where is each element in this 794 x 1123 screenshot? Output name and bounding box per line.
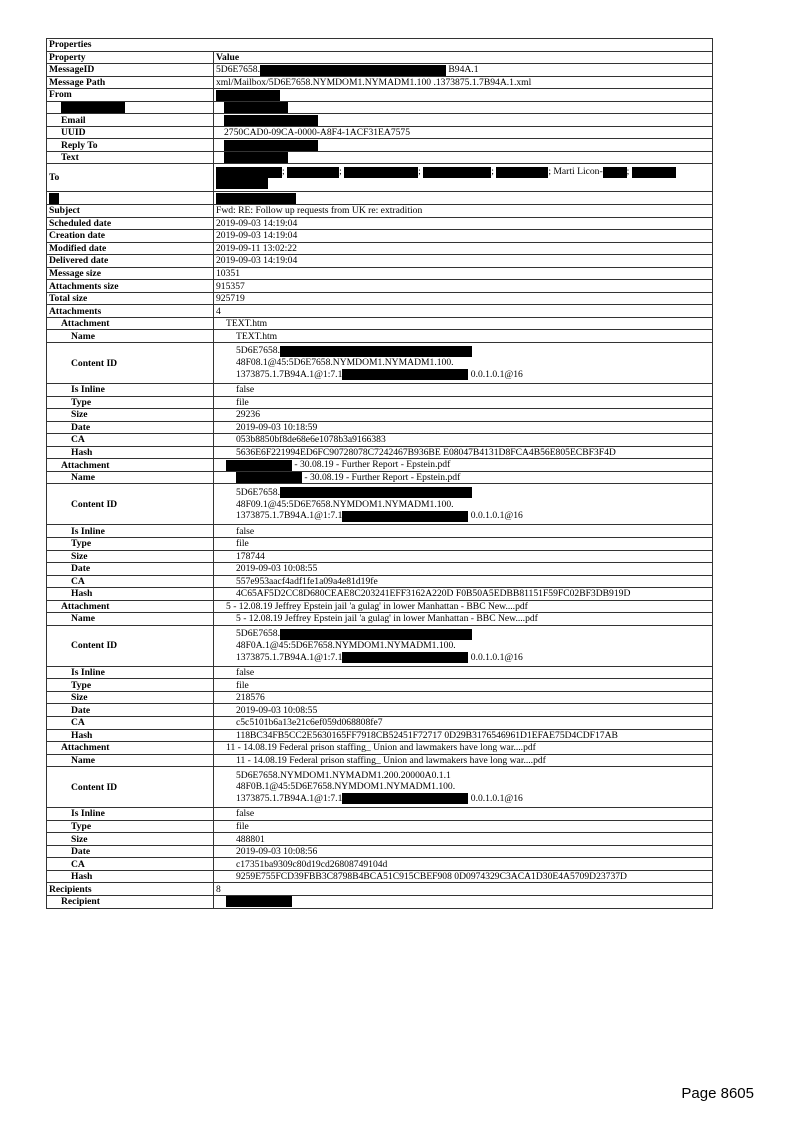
recipients-count: 8 [214,883,713,896]
size-value: 178744 [214,550,713,563]
message-id-label: MessageID [47,64,214,77]
content-id-line3-end: 0.0.1.0.1@16 [470,651,523,663]
content-id-line3-end: 0.0.1.0.1@16 [470,510,523,522]
is-inline-label: Is Inline [47,384,214,397]
size-label: Size [47,550,214,563]
name-label: Name [47,613,214,626]
redaction [226,460,292,471]
content-id-label: Content ID [47,625,214,666]
ca-label: CA [47,575,214,588]
scheduled-date-value: 2019-09-03 14:19:04 [214,217,713,230]
attachment-name [214,471,713,484]
type-value: file [214,820,713,833]
content-id-label: Content ID [47,767,214,808]
is-inline-label: Is Inline [47,808,214,821]
content-id-line3-end: 0.0.1.0.1@16 [470,793,523,804]
content-id-line1: 5D6E7658. [236,628,280,640]
content-id-line3-end: 0.0.1.0.1@16 [470,368,523,380]
attachment-title: 5 - 12.08.19 Jeffrey Epstein jail 'a gulag' in lower Manhattan - BBC New....pdf [214,600,713,613]
hash-label: Hash [47,446,214,459]
scheduled-date-label: Scheduled date [47,217,214,230]
redaction [224,102,288,113]
type-value: file [214,679,713,692]
content-id-value [214,625,713,666]
redaction [280,487,472,498]
message-size-value: 10351 [214,267,713,280]
size-value: 488801 [214,833,713,846]
uuid-label: UUID [47,126,214,139]
redaction [49,193,59,204]
type-label: Type [47,537,214,550]
subject-value: Fwd: RE: Follow up requests from UK re: extradition [214,205,713,218]
date-label: Date [47,563,214,576]
redaction [260,65,446,76]
content-id-line3: 1373875.1.7B94A.1@1:7.1 [236,651,343,663]
content-id-label: Content ID [47,484,214,525]
uuid-value: 2750CAD0-09CA-0000-A8F4-1ACF31EA7575 [214,126,713,139]
date-value: 2019-09-03 10:08:56 [214,845,713,858]
attachment-title [214,459,713,472]
content-id-line1: 5D6E7658. [236,486,280,498]
to-label: To [47,164,214,192]
content-id-line2: 48F08.1@45:5D6E7658.NYMDOM1.NYMADM1.100. [236,357,454,369]
email-label: Email [47,114,214,127]
redaction [342,652,468,663]
message-id-prefix: 5D6E7658. [216,64,260,76]
attachment-title: 11 - 14.08.19 Federal prison staffing_ Union and lawmakers have long war....pdf [214,742,713,755]
type-label: Type [47,679,214,692]
redaction [280,346,472,357]
redaction [224,152,288,163]
text-label: Text [47,151,214,164]
content-id-value [214,484,713,525]
content-id-line2: 48F0B.1@45:5D6E7658.NYMDOM1.NYMADM1.100. [236,781,456,793]
date-label: Date [47,704,214,717]
message-id-value [214,64,713,77]
redaction [287,167,339,178]
size-label: Size [47,691,214,704]
redaction [496,167,548,178]
attachment-title: TEXT.htm [214,317,713,330]
is-inline-value: false [214,808,713,821]
date-value: 2019-09-03 10:08:55 [214,704,713,717]
redaction [216,178,268,189]
creation-date-label: Creation date [47,230,214,243]
redaction [224,115,318,126]
total-size-label: Total size [47,292,214,305]
redaction [423,167,491,178]
name-label: Name [47,330,214,343]
attachment-name-text: - 30.08.19 - Further Report - Epstein.pdf [302,471,461,483]
to-value: ; ; ; ; ; Marti Licon- ; [214,164,713,192]
content-id-value [214,343,713,384]
email-value [214,114,713,127]
is-inline-value: false [214,384,713,397]
ca-value: 053b8850bf8de68e6e1078b3a9166383 [214,434,713,447]
type-value: file [214,537,713,550]
size-value: 218576 [214,691,713,704]
size-value: 29236 [214,409,713,422]
to-visible-name: ; Marti Licon- [548,166,603,178]
header-value: Value [214,51,713,64]
reply-to-value [214,139,713,152]
creation-date-value: 2019-09-03 14:19:04 [214,230,713,243]
content-id-line2: 48F0A.1@45:5D6E7658.NYMDOM1.NYMADM1.100. [236,639,456,651]
date-label: Date [47,845,214,858]
redaction [344,167,418,178]
size-label: Size [47,833,214,846]
recipient-label: Recipient [47,895,214,908]
is-inline-value: false [214,666,713,679]
subject-label: Subject [47,205,214,218]
attachment-name: 11 - 14.08.19 Federal prison staffing_ Union and lawmakers have long war....pdf [214,754,713,767]
hash-label: Hash [47,729,214,742]
attachments-size-value: 915357 [214,280,713,293]
date-value: 2019-09-03 10:18:59 [214,421,713,434]
header-property: Property [47,51,214,64]
redaction [342,369,468,380]
ca-value: 557e953aacf4adf1fe1a09a4e81d19fe [214,575,713,588]
redaction [280,629,472,640]
table-title: Properties [47,39,713,52]
hash-value: 4C65AF5D2CC8D680CEAE8C203241EFF3162A220D F0B50A5EDBB81151F59FC02BF3DB919D [214,588,713,601]
ca-value: c17351ba9309c80d19cd26808749104d [214,858,713,871]
page-number: Page 8605 [681,1085,754,1102]
ca-value: c5c5101b6a13e21c6ef059d068808fe7 [214,716,713,729]
from-name-value [214,101,713,114]
type-label: Type [47,396,214,409]
modified-date-value: 2019-09-11 13:02:22 [214,242,713,255]
redaction [61,102,125,113]
redaction [216,193,296,204]
delivered-date-label: Delivered date [47,255,214,268]
hash-label: Hash [47,588,214,601]
redaction [224,140,318,151]
hash-value: 5636E6F221994ED6FC90728078C7242467B936BE E08047B4131D8FCA4B56E805ECBF3F4D [214,446,713,459]
content-id-line1: 5D6E7658.NYMDOM1.NYMADM1.200.20000A0.1.1 [236,769,451,781]
from-value [214,89,713,102]
is-inline-value: false [214,525,713,538]
size-label: Size [47,409,214,422]
ca-label: CA [47,434,214,447]
type-value: file [214,396,713,409]
message-path-label: Message Path [47,76,214,89]
attachment-label: Attachment [47,459,214,472]
redaction [603,167,627,178]
from-name-label [47,101,214,114]
content-id-line3: 1373875.1.7B94A.1@1:7.1 [236,793,343,804]
total-size-value: 925719 [214,292,713,305]
to-extra-label [47,192,214,205]
to-extra-value [214,192,713,205]
ca-label: CA [47,858,214,871]
hash-value: 9259E755FCD39FBB3C8798B4BCA51C915CBEF908 0D0974329C3ACA1D30E4A5709D23737D [214,870,713,883]
redaction [216,90,280,101]
date-value: 2019-09-03 10:08:55 [214,563,713,576]
redaction [236,472,302,483]
content-id-line2: 48F09.1@45:5D6E7658.NYMDOM1.NYMADM1.100. [236,498,454,510]
type-label: Type [47,820,214,833]
attachment-name: TEXT.htm [214,330,713,343]
is-inline-label: Is Inline [47,666,214,679]
reply-to-label: Reply To [47,139,214,152]
properties-table [46,38,713,909]
attachments-size-label: Attachments size [47,280,214,293]
redaction [216,167,282,178]
name-label: Name [47,754,214,767]
attachment-label: Attachment [47,317,214,330]
recipient-value [214,895,713,908]
attachment-label: Attachment [47,600,214,613]
attachments-count: 4 [214,305,713,318]
content-id-line3: 1373875.1.7B94A.1@1:7.1 [236,510,343,522]
content-id-line3: 1373875.1.7B94A.1@1:7.1 [236,368,343,380]
date-label: Date [47,421,214,434]
redaction [342,793,468,804]
redaction [226,896,292,907]
hash-value: 118BC34FB5CC2E5630165FF7918CB52451F72717 0D29B3176546961D1EFAE75D4CDF17AB [214,729,713,742]
delivered-date-value: 2019-09-03 14:19:04 [214,255,713,268]
modified-date-label: Modified date [47,242,214,255]
attachment-title-text: - 30.08.19 - Further Report - Epstein.pdf [292,459,451,471]
content-id-value [214,767,713,808]
attachment-label: Attachment [47,742,214,755]
ca-label: CA [47,716,214,729]
content-id-line1: 5D6E7658. [236,345,280,357]
content-id-label: Content ID [47,343,214,384]
from-label: From [47,89,214,102]
attachment-name: 5 - 12.08.19 Jeffrey Epstein jail 'a gulag' in lower Manhattan - BBC New....pdf [214,613,713,626]
recipients-label: Recipients [47,883,214,896]
text-value [214,151,713,164]
message-path-value: xml/Mailbox/5D6E7658.NYMDOM1.NYMADM1.100 .1373875.1.7B94A.1.xml [214,76,713,89]
redaction [632,167,676,178]
hash-label: Hash [47,870,214,883]
message-size-label: Message size [47,267,214,280]
redaction [342,511,468,522]
is-inline-label: Is Inline [47,525,214,538]
attachments-label: Attachments [47,305,214,318]
name-label: Name [47,471,214,484]
message-id-suffix: B94A.1 [448,64,479,76]
